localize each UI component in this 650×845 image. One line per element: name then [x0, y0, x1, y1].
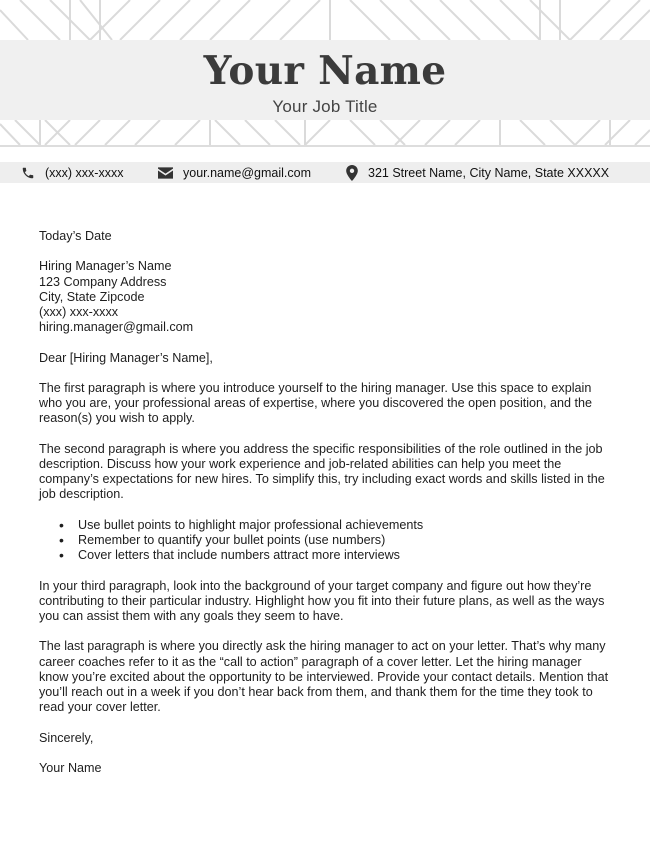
bullet-item: • Remember to quantify your bullet points (use numbers) — [59, 533, 614, 548]
map-pin-icon — [346, 165, 358, 181]
bullet-item: • Cover letters that include numbers attract more interviews — [59, 548, 614, 563]
phone-icon — [21, 166, 35, 180]
recipient-city: City, State Zipcode — [39, 289, 145, 304]
applicant-name: Your Name — [203, 48, 447, 94]
salutation: Dear [Hiring Manager’s Name], — [39, 350, 213, 365]
contact-email — [158, 162, 311, 183]
paragraph-company: In your third paragraph, look into the background of your target company and figure out how they’re contributing to their particular industry. Highlight how you fit into their future plans, as well as the ways you can assist them with any goals they seem to have. — [39, 578, 605, 623]
recipient-block — [39, 259, 614, 335]
achievement-bullet-list — [59, 518, 614, 564]
recipient-phone: (xxx) xxx-xxxx — [39, 305, 119, 319]
bullet-item: • Use bullet points to highlight major professional achievements — [59, 518, 614, 533]
phone-text: (xxx) xxx-xxxx — [45, 165, 124, 180]
contact-phone — [21, 162, 123, 183]
cover-letter-body — [39, 229, 614, 776]
address-text: 321 Street Name, City Name, State XXXXX — [368, 165, 610, 180]
name-band — [0, 40, 650, 120]
recipient-email: hiring.manager@gmail.com — [39, 320, 194, 335]
contact-bar — [0, 162, 650, 183]
closing: Sincerely, — [39, 730, 94, 745]
email-text[interactable]: your.name@gmail.com — [183, 165, 312, 180]
envelope-icon — [158, 167, 173, 179]
contact-address — [346, 162, 609, 183]
recipient-name: Hiring Manager’s Name — [39, 259, 172, 274]
signature-name: Your Name — [39, 760, 102, 775]
paragraph-responsibilities: The second paragraph is where you address the specific responsibilities of the role outlined in the job description. Discuss how your work experience and job-related abilities can help you meet the company’s expectations for new hires. To simplify this, try including exact words and skills listed in the job description. — [39, 441, 605, 502]
paragraph-intro: The first paragraph is where you introduce yourself to the hiring manager. Use this space to explain who you are, your professional areas of expertise, where you discovered the open position, and the reason(s) you wish to apply. — [39, 380, 593, 426]
resume-header — [0, 0, 650, 150]
job-title: Your Job Title — [272, 97, 378, 116]
letter-date: Today’s Date — [39, 229, 112, 243]
paragraph-call-to-action: The last paragraph is where you directly ask the hiring manager to act on your letter. That’s why many career coaches refer to it as the “call to action” paragraph of a cover letter. Let the hiring manager know you’re excited about the opportunity to be interviewed. Provide your contact details. Mention that you’ll reach out in a week if you don’t hear back from them, and thank them for the time they took to read your cover letter. — [39, 639, 609, 715]
recipient-address: 123 Company Address — [39, 274, 167, 289]
header-divider — [0, 145, 650, 147]
